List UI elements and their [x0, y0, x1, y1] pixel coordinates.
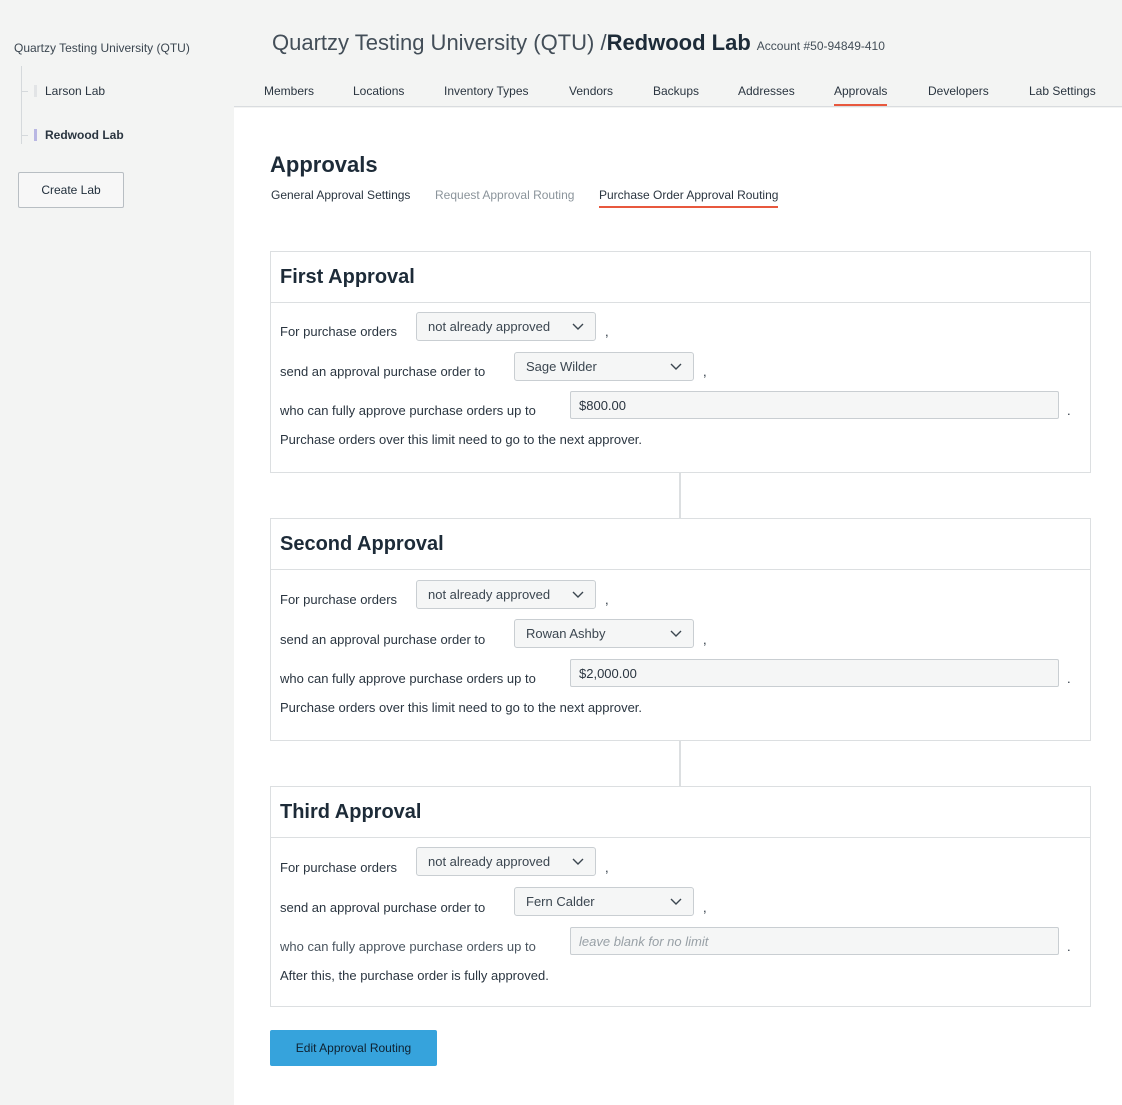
- org-name[interactable]: Quartzy Testing University (QTU): [14, 41, 190, 55]
- period: .: [1067, 671, 1071, 686]
- lab-marker: [34, 129, 37, 141]
- page-header-title: [272, 30, 885, 56]
- sidebar-item-label: Redwood Lab: [45, 128, 124, 142]
- for-po-label: For purchase orders: [280, 324, 398, 339]
- for-po-label: For purchase orders: [280, 592, 398, 607]
- subtab-general-approval-settings[interactable]: General Approval Settings: [271, 188, 411, 202]
- limit-note: Purchase orders over this limit need to go to the next approver.: [280, 432, 643, 447]
- condition-select[interactable]: [416, 312, 596, 341]
- top-nav: [234, 84, 1122, 106]
- condition-select[interactable]: [416, 847, 596, 876]
- chevron-down-icon: [669, 360, 683, 374]
- period: .: [1067, 403, 1071, 418]
- tab-vendors[interactable]: Vendors: [569, 84, 614, 98]
- subtab-request-approval-routing[interactable]: Request Approval Routing: [435, 188, 575, 202]
- limit-input[interactable]: leave blank for no limit: [570, 927, 1059, 955]
- condition-value: not already approved: [428, 854, 551, 869]
- chevron-down-icon: [669, 895, 683, 909]
- limit-input[interactable]: $800.00: [570, 391, 1059, 419]
- approver-select[interactable]: [514, 352, 694, 381]
- tab-inventory-types[interactable]: Inventory Types: [444, 84, 529, 98]
- tab-locations[interactable]: Locations: [353, 84, 405, 98]
- approval-card-first: [270, 251, 1091, 473]
- approver-value: Fern Calder: [526, 894, 595, 909]
- limit-note: After this, the purchase order is fully approved.: [280, 968, 549, 983]
- comma: ,: [703, 900, 707, 915]
- comma: ,: [703, 364, 707, 379]
- condition-value: not already approved: [428, 319, 551, 334]
- approver-select[interactable]: [514, 887, 694, 916]
- tree-branch: [21, 91, 28, 92]
- for-po-label: For purchase orders: [280, 860, 398, 875]
- chevron-down-icon: [571, 588, 585, 602]
- page-title: Approvals: [270, 152, 378, 177]
- tab-approvals[interactable]: Approvals: [834, 84, 887, 106]
- approve-up-to-label: who can fully approve purchase orders up to: [280, 403, 536, 418]
- approval-card-third: [270, 786, 1091, 1007]
- sidebar-item-redwood-lab[interactable]: [21, 125, 124, 145]
- send-to-label: send an approval purchase order to: [280, 632, 486, 647]
- tab-members[interactable]: Members: [264, 84, 315, 98]
- send-to-label: send an approval purchase order to: [280, 364, 486, 379]
- approver-value: Rowan Ashby: [526, 626, 606, 641]
- approve-up-to-label: who can fully approve purchase orders up to: [280, 671, 536, 686]
- period: .: [1067, 939, 1071, 954]
- lab-marker: [34, 85, 37, 97]
- approval-card-second: [270, 518, 1091, 741]
- chevron-down-icon: [571, 855, 585, 869]
- lab-title: Redwood Lab: [606, 30, 751, 55]
- approve-up-to-label: who can fully approve purchase orders up to: [280, 939, 536, 954]
- sidebar-item-larson-lab[interactable]: [21, 81, 105, 101]
- tab-addresses[interactable]: Addresses: [738, 84, 795, 98]
- sidebar: [0, 0, 234, 1105]
- comma: ,: [703, 632, 707, 647]
- condition-select[interactable]: [416, 580, 596, 609]
- edit-approval-routing-button[interactable]: Edit Approval Routing: [270, 1030, 437, 1066]
- tab-backups[interactable]: Backups: [653, 84, 700, 98]
- header: [234, 0, 1122, 107]
- send-to-label: send an approval purchase order to: [280, 900, 486, 915]
- limit-note: Purchase orders over this limit need to go to the next approver.: [280, 700, 643, 715]
- create-lab-button[interactable]: Create Lab: [18, 172, 124, 208]
- comma: ,: [605, 324, 609, 339]
- limit-input[interactable]: $2,000.00: [570, 659, 1059, 687]
- subtab-purchase-order-approval-routing[interactable]: Purchase Order Approval Routing: [599, 188, 778, 208]
- approval-card-title: Third Approval: [271, 787, 1090, 838]
- comma: ,: [605, 860, 609, 875]
- tree-branch: [21, 135, 28, 136]
- main-content: [234, 108, 1122, 1105]
- routing-connector: [679, 741, 681, 786]
- approver-select[interactable]: [514, 619, 694, 648]
- approval-card-title: Second Approval: [271, 519, 1090, 570]
- routing-connector: [679, 473, 681, 518]
- sidebar-item-label: Larson Lab: [45, 84, 106, 98]
- org-title: Quartzy Testing University (QTU) /: [272, 30, 607, 55]
- tab-lab-settings[interactable]: Lab Settings: [1029, 84, 1096, 98]
- account-number: Account #50-94849-410: [756, 39, 885, 53]
- tab-developers[interactable]: Developers: [928, 84, 989, 98]
- chevron-down-icon: [669, 627, 683, 641]
- comma: ,: [605, 592, 609, 607]
- chevron-down-icon: [571, 320, 585, 334]
- approval-card-title: First Approval: [271, 252, 1090, 303]
- approver-value: Sage Wilder: [526, 359, 597, 374]
- condition-value: not already approved: [428, 587, 551, 602]
